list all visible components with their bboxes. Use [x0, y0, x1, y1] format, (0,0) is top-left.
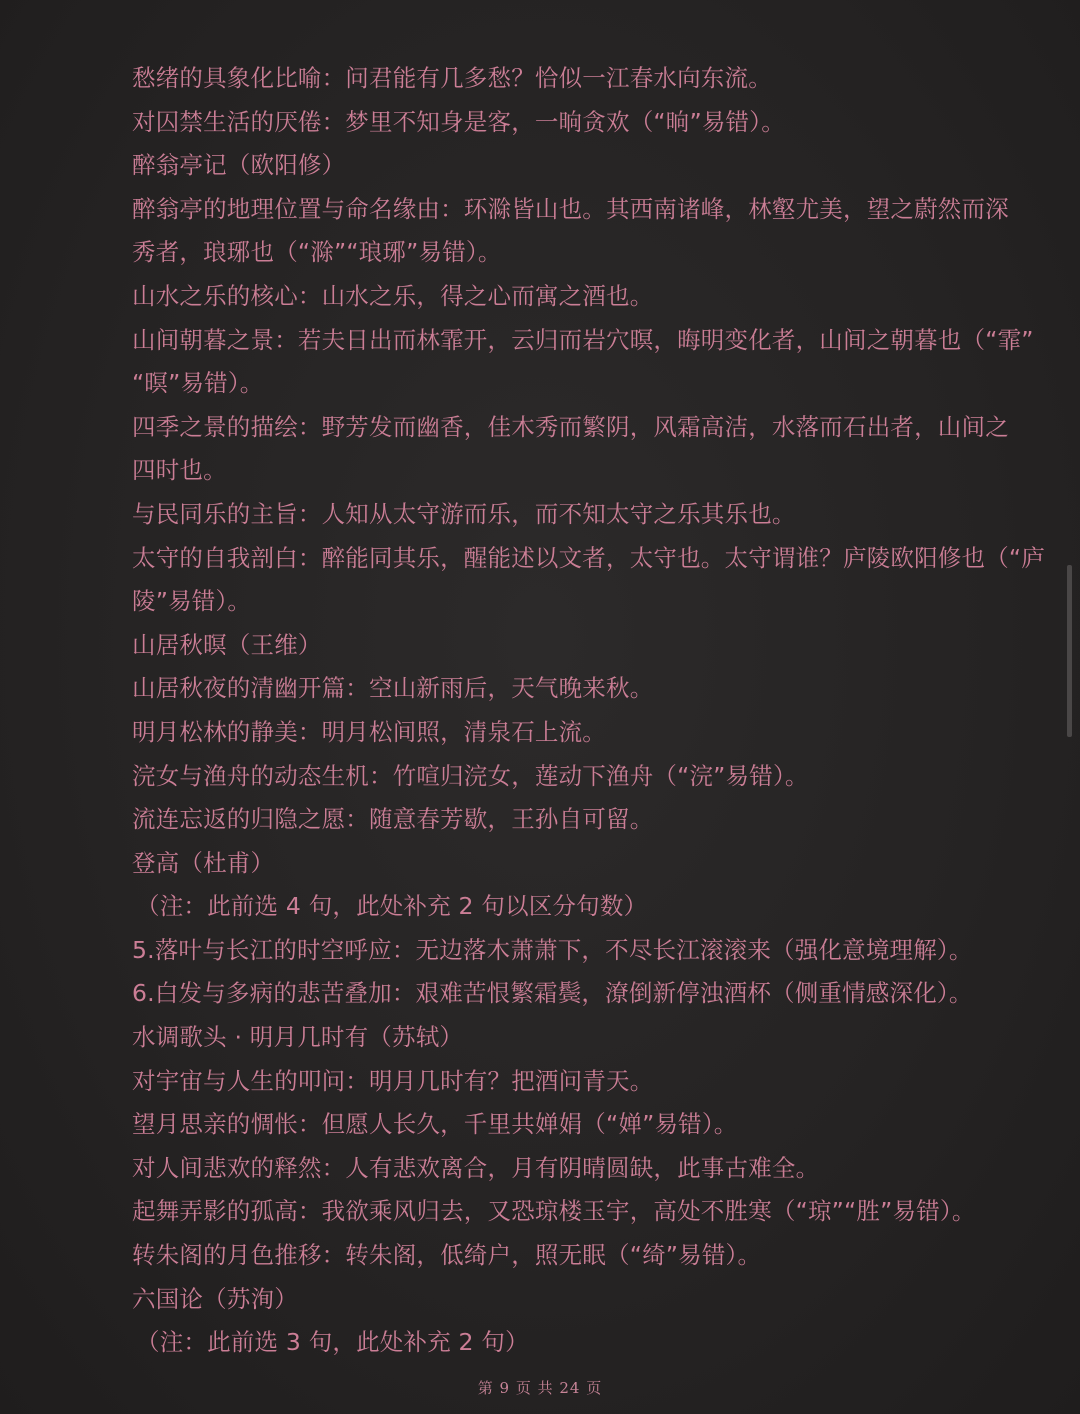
- text-line: 愁绪的具象化比喻：问君能有几多愁？恰似一江春水向东流。: [132, 64, 772, 92]
- text-line: “暝”易错）。: [132, 369, 264, 398]
- text-line: 对人间悲欢的释然：人有悲欢离合，月有阴晴圆缺，此事古难全。: [132, 1153, 820, 1182]
- text-line: 流连忘返的归隐之愿：随意春芳歇，王孙自可留。: [132, 805, 654, 834]
- text-line: 浣女与渔舟的动态生机：竹喧归浣女，莲动下渔舟（“浣”易错）。: [132, 761, 809, 790]
- note-line: （注：此前选 3 句，此处补充 2 句）: [136, 1328, 529, 1357]
- text-line: 起舞弄影的孤高：我欲乘风归去，又恐琼楼玉宇，高处不胜寒（“琼”“胜”易错）。: [132, 1197, 976, 1226]
- text-line: 5.落叶与长江的时空呼应：无边落木萧萧下，不尽长江滚滚来（强化意境理解）。: [132, 935, 973, 964]
- text-line: 秀者，琅琊也（“滁”“琅琊”易错）。: [132, 238, 502, 267]
- text-line: 四时也。: [132, 456, 227, 485]
- text-line: 望月思亲的惆怅：但愿人长久，千里共婵娟（“婵”易错）。: [132, 1110, 738, 1139]
- text-line: 太守的自我剖白：醉能同其乐，醒能述以文者，太守也。太守谓谁？庐陵欧阳修也（“庐: [132, 543, 1045, 572]
- section-heading: 水调歌头 · 明月几时有（苏轼）: [132, 1023, 464, 1052]
- text-line: 山间朝暮之景：若夫日出而林霏开，云归而岩穴暝，晦明变化者，山间之朝暮也（“霏”: [132, 325, 1034, 354]
- scrollbar[interactable]: [1067, 565, 1072, 737]
- page-footer: 第 9 页 共 24 页: [477, 1379, 603, 1397]
- note-line: （注：此前选 4 句，此处补充 2 句以区分句数）: [136, 892, 648, 921]
- text-line: 山居秋夜的清幽开篇：空山新雨后，天气晚来秋。: [132, 674, 654, 703]
- text-line: 山水之乐的核心：山水之乐，得之心而寓之酒也。: [132, 281, 654, 310]
- section-heading: 六国论（苏洵）: [132, 1284, 298, 1313]
- text-line: 对囚禁生活的厌倦：梦里不知身是客，一晌贪欢（“晌”易错）。: [132, 107, 785, 136]
- text-line: 对宇宙与人生的叩问：明月几时有？把酒问青天。: [132, 1066, 654, 1095]
- section-heading: 山居秋暝（王维）: [132, 630, 322, 659]
- text-line: 醉翁亭的地理位置与命名缘由：环滁皆山也。其西南诸峰，林壑尤美，望之蔚然而深: [132, 194, 1009, 223]
- text-line: 陵”易错）。: [132, 587, 252, 616]
- document-body: [132, 57, 1066, 1365]
- text-line: 四季之景的描绘：野芳发而幽香，佳木秀而繁阴，风霜高洁，水落而石出者，山间之: [132, 412, 1009, 441]
- section-heading: 醉翁亭记（欧阳修）: [132, 151, 346, 180]
- text-line: 明月松林的静美：明月松间照，清泉石上流。: [132, 717, 606, 746]
- text-line: 与民同乐的主旨：人知从太守游而乐，而不知太守之乐其乐也。: [132, 499, 796, 528]
- text-line: 转朱阁的月色推移：转朱阁，低绮户，照无眠（“绮”易错）。: [132, 1241, 762, 1270]
- section-heading: 登高（杜甫）: [132, 848, 275, 877]
- text-line: 6.白发与多病的悲苦叠加：艰难苦恨繁霜鬓，潦倒新停浊酒杯（侧重情感深化）。: [132, 979, 973, 1008]
